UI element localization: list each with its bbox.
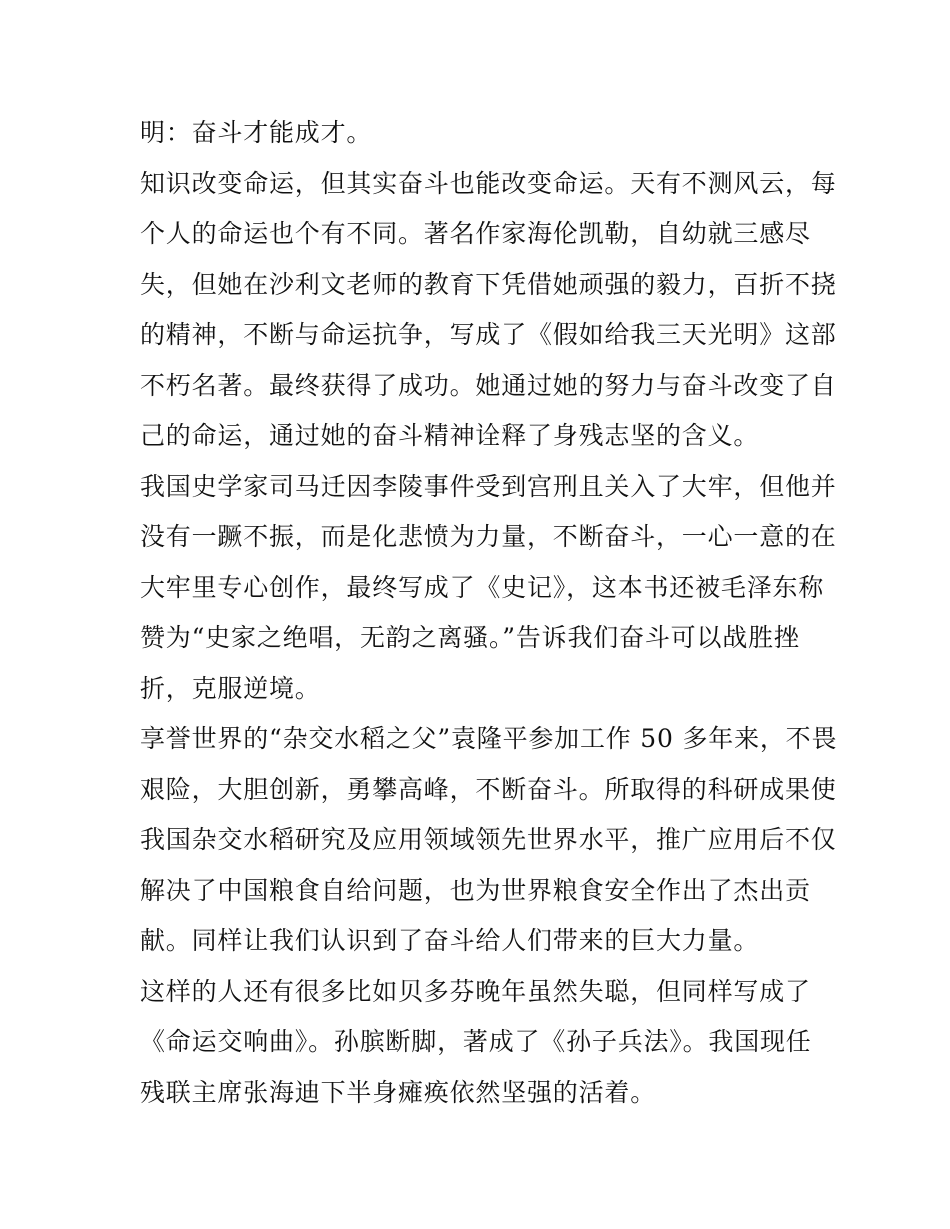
text-line: 的精神，不断与命运抗争，写成了《假如给我三天光明》这部 — [140, 320, 837, 349]
text-line: 失，但她在沙利文老师的教育下凭借她顽强的毅力，百折不挠 — [140, 269, 837, 299]
text-line: 这样的人还有很多比如贝多芬晚年虽然失聪，但同样写成了 — [140, 976, 811, 1006]
text-line: 残联主席张海迪下半身瘫痪依然坚强的活着。 — [140, 1077, 657, 1107]
text-line: 明：奋斗才能成才。 — [140, 118, 373, 147]
text-line: 知识改变命运，但其实奋斗也能改变命运。天有不测风云，每 — [140, 168, 837, 198]
text-line: 没有一蹶不振，而是化悲愤为力量，不断奋斗，一心一意的在 — [140, 522, 837, 551]
text-line: 解决了中国粮食自给问题，也为世界粮食安全作出了杰出贡 — [140, 875, 811, 905]
text-line: 艰险，大胆创新，勇攀高峰，不断奋斗。所取得的科研成果使 — [140, 774, 837, 804]
text-line: 我国史学家司马迁因李陵事件受到宫刑且关入了大牢，但他并 — [140, 471, 837, 501]
text-line: 赞为“史家之绝唱，无韵之离骚。”告诉我们奋斗可以战胜挫 — [140, 623, 800, 652]
text-line: 我国杂交水稻研究及应用领域领先世界水平，推广应用后不仅 — [140, 825, 837, 854]
text-line: 不朽名著。最终获得了成功。她通过她的努力与奋斗改变了自 — [140, 370, 837, 400]
text-line: 《命运交响曲》。孙膑断脚，著成了《孙子兵法》。我国现任 — [140, 1027, 812, 1056]
text-line: 个人的命运也个有不同。著名作家海伦凯勒，自幼就三感尽 — [140, 219, 811, 248]
text-line: 己的命运，通过她的奋斗精神诠释了身残志坚的含义。 — [140, 421, 760, 450]
text-line: 折，克服逆境。 — [140, 673, 321, 703]
text-line: 享誉世界的“杂交水稻之父”袁隆平参加工作 50 多年来，不畏 — [140, 724, 838, 753]
text-line: 大牢里专心创作，最终写成了《史记》，这本书还被毛泽东称 — [140, 572, 825, 602]
essay-body — [140, 108, 840, 1118]
text-line: 献。同样让我们认识到了奋斗给人们带来的巨大力量。 — [140, 926, 760, 955]
